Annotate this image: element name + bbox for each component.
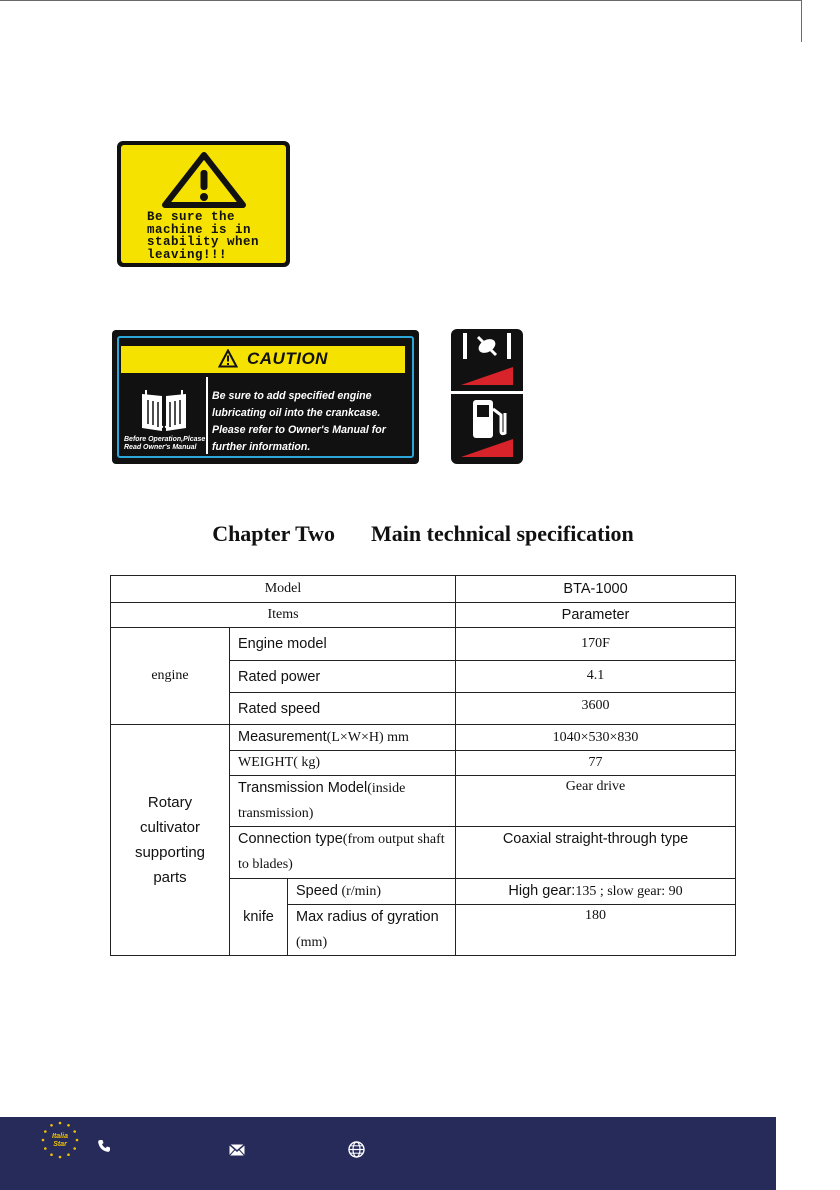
caution-triangle-icon <box>218 349 238 368</box>
warning-triangle-icon <box>161 151 247 209</box>
tilt-icon <box>476 336 498 355</box>
manual-note <box>124 436 216 452</box>
chapter-heading <box>0 521 840 547</box>
parameter-label-cell: Parameter <box>456 603 736 628</box>
speed-value-a: High gear: <box>508 883 576 899</box>
fuel-pump-icon <box>473 400 505 438</box>
table-row <box>111 628 736 661</box>
level-wedge-lower <box>461 439 513 457</box>
chapter-number: Chapter Two <box>212 521 336 546</box>
radius-label <box>288 905 456 956</box>
connection-value: Coaxial straight-through type <box>456 827 736 879</box>
manual-note-line-1: Before Operation,Plcase <box>124 436 206 443</box>
fuel-level-graphic <box>451 329 523 464</box>
caution-message: Be sure to add specified engine lubricating oil into the crankcase. Please refer to Owner's Manual for further information. <box>212 390 386 453</box>
footer-bar <box>0 1117 776 1190</box>
speed-value-b: 135 ; slow gear: 90 <box>575 884 683 899</box>
speed-value <box>456 879 736 905</box>
caution-separator <box>206 377 208 454</box>
rated-power-label: Rated power <box>230 661 456 693</box>
rated-power-value: 4.1 <box>456 661 736 693</box>
rated-speed-label: Rated speed <box>230 693 456 725</box>
globe-icon[interactable] <box>348 1141 365 1158</box>
measurement-value: 1040×530×830 <box>456 725 736 751</box>
transmission-label-a: Transmission Model <box>238 780 368 796</box>
weight-label: WEIGHT( kg) <box>230 751 456 776</box>
table-row <box>111 603 736 628</box>
caution-title-bar <box>121 346 405 373</box>
measurement-label <box>230 725 456 751</box>
manual-note-line-2: Read Owner's Manual <box>124 444 197 451</box>
connection-label <box>230 827 456 879</box>
connection-label-b: (from output shaft to blades) <box>238 832 445 872</box>
rotary-group-label: Rotary cultivator supporting parts <box>134 794 206 886</box>
stability-line-4: leaving!!! <box>147 247 228 262</box>
speed-label <box>288 879 456 905</box>
table-row <box>111 576 736 603</box>
phone-icon[interactable] <box>97 1139 111 1153</box>
fuel-level-label <box>451 329 523 464</box>
speed-label-a: Speed <box>296 883 338 899</box>
radius-value: 180 <box>456 905 736 956</box>
chapter-title: Main technical specification <box>371 521 634 546</box>
stability-line-1: Be sure the <box>147 210 236 224</box>
rated-speed-value: 3600 <box>456 693 736 725</box>
weight-value: 77 <box>456 751 736 776</box>
radius-label-b: (mm) <box>296 935 328 950</box>
logo-line-2: Star <box>53 1141 67 1148</box>
measurement-label-b: (L×W×H) mm <box>326 730 409 745</box>
spec-table <box>110 575 736 956</box>
stability-line-3: stability when <box>147 235 260 249</box>
engine-model-value: 170F <box>456 628 736 661</box>
items-label-cell: Items <box>111 603 456 628</box>
logo-line-1: Italia <box>52 1133 68 1140</box>
measurement-label-a: Measurement <box>238 729 327 745</box>
rotary-group-cell <box>111 725 230 956</box>
transmission-label-b: (inside transmission) <box>238 781 406 821</box>
model-label-cell: Model <box>111 576 456 603</box>
connection-label-a: Connection type <box>238 831 343 847</box>
radius-label-a: Max radius of gyration <box>296 909 439 925</box>
speed-label-b: (r/min) <box>341 884 382 899</box>
manual-book-icon <box>138 384 190 434</box>
engine-model-label: Engine model <box>230 628 456 661</box>
transmission-label <box>230 776 456 827</box>
caution-oil-label <box>112 330 419 464</box>
stability-line-2: machine is in <box>147 222 252 237</box>
stability-warning-label <box>117 141 290 267</box>
page-crop-line-top <box>0 0 802 1</box>
mail-icon[interactable] <box>229 1144 245 1156</box>
knife-group-cell: knife <box>230 879 288 956</box>
caution-title: CAUTION <box>247 349 328 368</box>
table-row <box>111 725 736 751</box>
italia-star-logo <box>40 1120 80 1160</box>
transmission-value: Gear drive <box>456 776 736 827</box>
level-wedge-upper <box>461 367 513 385</box>
page-crop-line-right <box>801 0 802 42</box>
engine-group-cell: engine <box>111 628 230 725</box>
model-value-cell: BTA-1000 <box>456 576 736 603</box>
